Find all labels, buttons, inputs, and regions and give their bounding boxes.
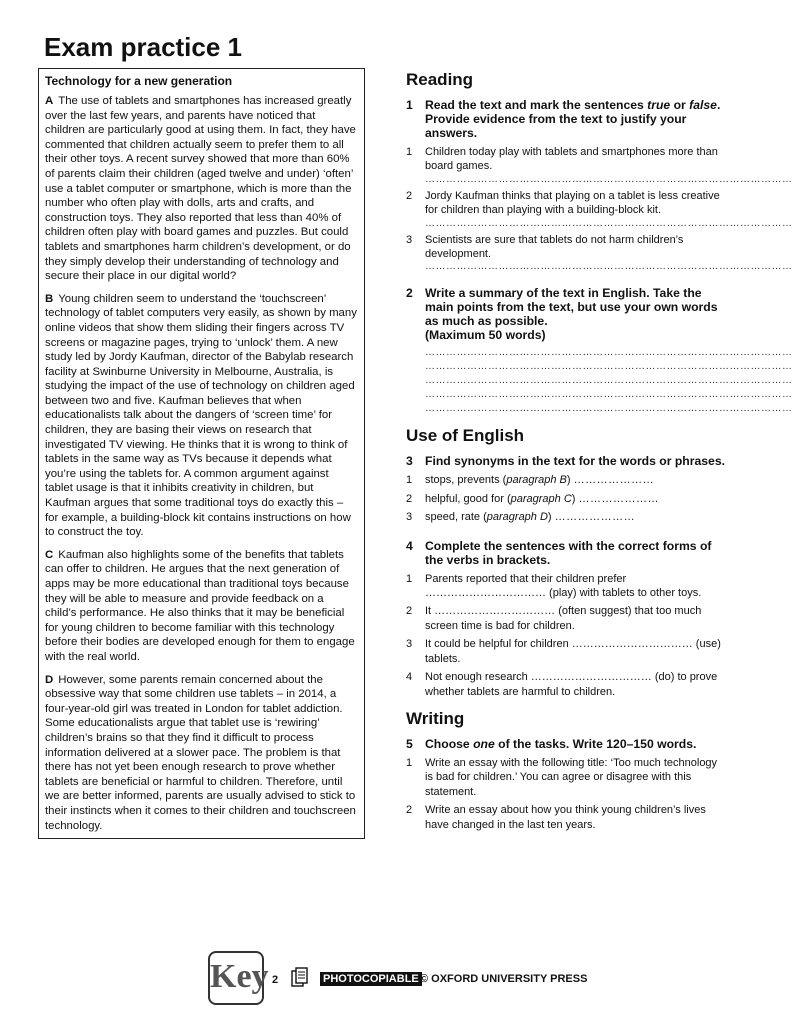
item-text: ) bbox=[571, 492, 576, 505]
item-text: ) bbox=[547, 511, 552, 524]
item-text: Write an essay with the following title: ‘Too much technology is bad for children.’ You can agree or disagree with this statement. bbox=[425, 756, 718, 798]
list-item bbox=[406, 233, 793, 273]
item-text: ) bbox=[566, 474, 571, 487]
page-number: 2 bbox=[272, 974, 279, 986]
instruction-or: or bbox=[670, 98, 690, 112]
list-item bbox=[406, 604, 728, 633]
instruction-text: Choose bbox=[425, 736, 474, 751]
item-number: 3 bbox=[406, 638, 413, 651]
item-number: 2 bbox=[406, 605, 413, 618]
item-text: Jordy Kaufman thinks that playing on a tablet is less creative for children than playing with a building-block kit. bbox=[425, 189, 720, 217]
task-number: 4 bbox=[406, 538, 413, 553]
instruction-text: Find synonyms in the text for the words or phrases. bbox=[425, 454, 725, 469]
paragraph-text: The use of tablets and smartphones has increased greatly over the last few years, and parents have noticed that children are particularly good at using them. In fact, they have commented that children actually seem to prefer them to all their other toys. A recent survey showed that more than 60% of parents claim their children (aged twelve and under) ‘often’ use a tablet computer or smartphone, which is more than the number who often play with dolls, arts and crafts, and construction toys. They also reported that less than 40% of children often play with board games and puzzles. But could tablets and smartphones harm children’s development, or do they simply develop their understanding of technology and secure their place in our digital world? bbox=[45, 95, 356, 283]
instruction-false: false bbox=[689, 98, 717, 112]
answer-line[interactable]: …………………………………………………………………………………………… bbox=[425, 347, 793, 359]
item-number: 3 bbox=[406, 511, 413, 524]
list-item bbox=[406, 145, 793, 185]
paragraph-letter: D bbox=[45, 673, 54, 686]
list-item bbox=[406, 189, 793, 229]
item-number: 1 bbox=[406, 572, 413, 585]
answer-line[interactable]: …………………………………………………………………………………………… bbox=[425, 217, 793, 229]
list-item bbox=[406, 756, 728, 799]
photocopiable-label: PHOTOCOPIABLE bbox=[320, 972, 422, 986]
task-5-instruction bbox=[406, 737, 728, 751]
task-4-instruction bbox=[406, 539, 728, 567]
use-of-english-heading: Use of English bbox=[406, 426, 525, 446]
item-number: 1 bbox=[406, 146, 413, 158]
paragraph-letter: A bbox=[45, 95, 54, 107]
instruction-true: true bbox=[647, 98, 671, 112]
list-item bbox=[406, 492, 728, 506]
item-text: helpful, good for ( bbox=[425, 492, 511, 505]
paragraph-reference: paragraph B bbox=[506, 474, 567, 487]
photocopy-icon bbox=[290, 967, 312, 989]
item-number: 2 bbox=[406, 189, 413, 202]
word-limit: (Maximum 50 words) bbox=[425, 328, 546, 343]
list-item bbox=[406, 637, 728, 666]
list-item bbox=[406, 803, 728, 832]
instruction-one: one bbox=[473, 736, 495, 751]
item-text: speed, rate ( bbox=[425, 511, 487, 524]
paragraph-letter: C bbox=[45, 548, 54, 561]
answer-gap[interactable]: ………………… bbox=[573, 474, 655, 487]
answer-gap[interactable]: ………………… bbox=[578, 492, 660, 505]
list-item bbox=[406, 670, 728, 699]
task-number: 1 bbox=[406, 98, 413, 112]
answer-line[interactable]: …………………………………………………………………………………………… bbox=[425, 261, 793, 273]
writing-heading: Writing bbox=[406, 708, 465, 728]
page-footer bbox=[208, 951, 628, 1007]
item-number: 2 bbox=[406, 804, 413, 817]
item-number: 2 bbox=[406, 492, 413, 505]
list-item bbox=[406, 473, 728, 487]
task-number: 2 bbox=[406, 286, 413, 301]
item-number: 1 bbox=[406, 474, 413, 487]
article-paragraph-c bbox=[45, 548, 358, 665]
task-number: 5 bbox=[406, 736, 413, 751]
paragraph-text: Young children seem to understand the ‘touchscreen’ technology of tablet computers very easily, as shown by many online videos that show them sliding their fingers across TV screens or magazine pages, trying to ‘unlock’ them. A new study led by Jordy Kaufman, director of the Babylab research facility at Swinburne University in Melbourne, Australia, is studying the impact of the use of technology on children aged between two and five. Kaufman believes that when educationalists talk about the dangers of ‘screen time’ for children, they are basing their views on research that investigated TV viewing. He thinks that it is wrong to think of tablets in the same way as TVs because it depends what you’re using the tablets for. A common argument against tablet usage is that it inhibits creativity in children, but Kaufman argues that some traditional toys do exactly this – for example, a building-block kit contains instructions on how to construct the toy. bbox=[45, 292, 357, 539]
exercise-column bbox=[406, 68, 793, 840]
article-box bbox=[38, 68, 365, 839]
reading-heading: Reading bbox=[406, 70, 474, 89]
list-item bbox=[406, 572, 728, 601]
answer-line[interactable]: …………………………………………………………………………………………… bbox=[425, 389, 793, 401]
item-text: Children today play with tablets and smartphones more than board games. bbox=[425, 146, 718, 173]
paragraph-letter: B bbox=[45, 292, 54, 305]
item-text: It …………………………… (often suggest) that too much screen time is bad for children. bbox=[425, 605, 702, 632]
task-2-instruction bbox=[406, 286, 728, 342]
item-number: 4 bbox=[406, 671, 413, 684]
task-3-instruction bbox=[406, 454, 728, 468]
item-number: 1 bbox=[406, 756, 413, 769]
article-heading: Technology for a new generation bbox=[45, 74, 233, 88]
item-number: 3 bbox=[406, 233, 413, 246]
key-logo: Key bbox=[208, 951, 264, 1005]
paragraph-reference: paragraph D bbox=[486, 511, 548, 524]
task-1-items bbox=[406, 145, 793, 273]
item-text: Parents reported that their children prefer …………………………… (play) with tablets to other toys. bbox=[425, 572, 702, 600]
article-paragraph-a bbox=[45, 94, 358, 284]
task-1-instruction bbox=[406, 98, 728, 140]
publisher-credit: © OXFORD UNIVERSITY PRESS bbox=[420, 973, 588, 985]
task-number: 3 bbox=[406, 454, 413, 469]
instruction-text: Complete the sentences with the correct forms of the verbs in brackets. bbox=[425, 538, 712, 567]
list-item bbox=[406, 510, 728, 524]
answer-line[interactable]: …………………………………………………………………………………………… bbox=[425, 403, 793, 415]
paragraph-reference: paragraph C bbox=[510, 492, 572, 505]
paragraph-text: Kaufman also highlights some of the benefits that tablets can offer to children. He argues that the next generation of apps may be more educational than traditional toys because they will be able to measure and provide feedback on a child’s performance. He also thinks that it may be beneficial for young children to become familiar with this technology before their bodies are developed enough for them to engage with the real world. bbox=[45, 548, 355, 663]
task-3-items bbox=[406, 473, 728, 524]
paragraph-text: However, some parents remain concerned about the obsessive way that some children use tablets – in 2014, a four-year-old girl was treated in London for tablet addiction. Some educationalists argue that tablet use is ‘rewiring’ children’s brains so that they find it difficult to process information delivered at a slower pace. The problem is that there has not yet been enough research to prove whether tablets are beneficial or harmful to children. Therefore, until we are better informed, parents are usually advised to stick to their instincts when it comes to their children and touchscreen technology. bbox=[45, 673, 356, 832]
item-text: Write an essay about how you think young children’s lives have changed in the last ten years. bbox=[425, 804, 706, 831]
page-title: Exam practice 1 bbox=[44, 32, 243, 62]
article-paragraph-d bbox=[45, 673, 358, 834]
instruction-text: Write a summary of the text in English. Take the main points from the text, but use your own words as much as possible. bbox=[425, 286, 718, 329]
instruction-text: . Provide evidence from the text to justify your answers. bbox=[425, 98, 721, 140]
summary-answer-lines bbox=[406, 347, 793, 415]
task-4-items bbox=[406, 572, 728, 699]
instruction-text: of the tasks. Write 120–150 words. bbox=[494, 736, 697, 751]
answer-line[interactable]: …………………………………………………………………………………………… bbox=[425, 361, 793, 373]
item-text: It could be helpful for children …………………………… (use) tablets. bbox=[425, 638, 721, 665]
answer-line[interactable]: …………………………………………………………………………………………… bbox=[425, 173, 793, 185]
article-paragraph-b bbox=[45, 292, 358, 540]
item-text: Scientists are sure that tablets do not harm children’s development. bbox=[425, 233, 684, 261]
task-5-items bbox=[406, 756, 728, 832]
answer-line[interactable]: …………………………………………………………………………………………… bbox=[425, 375, 793, 387]
item-text: Not enough research …………………………… (do) to prove whether tablets are harmful to children. bbox=[425, 671, 718, 698]
instruction-text: Read the text and mark the sentences bbox=[425, 98, 648, 112]
item-text: stops, prevents ( bbox=[425, 474, 507, 487]
answer-gap[interactable]: ………………… bbox=[554, 511, 636, 524]
